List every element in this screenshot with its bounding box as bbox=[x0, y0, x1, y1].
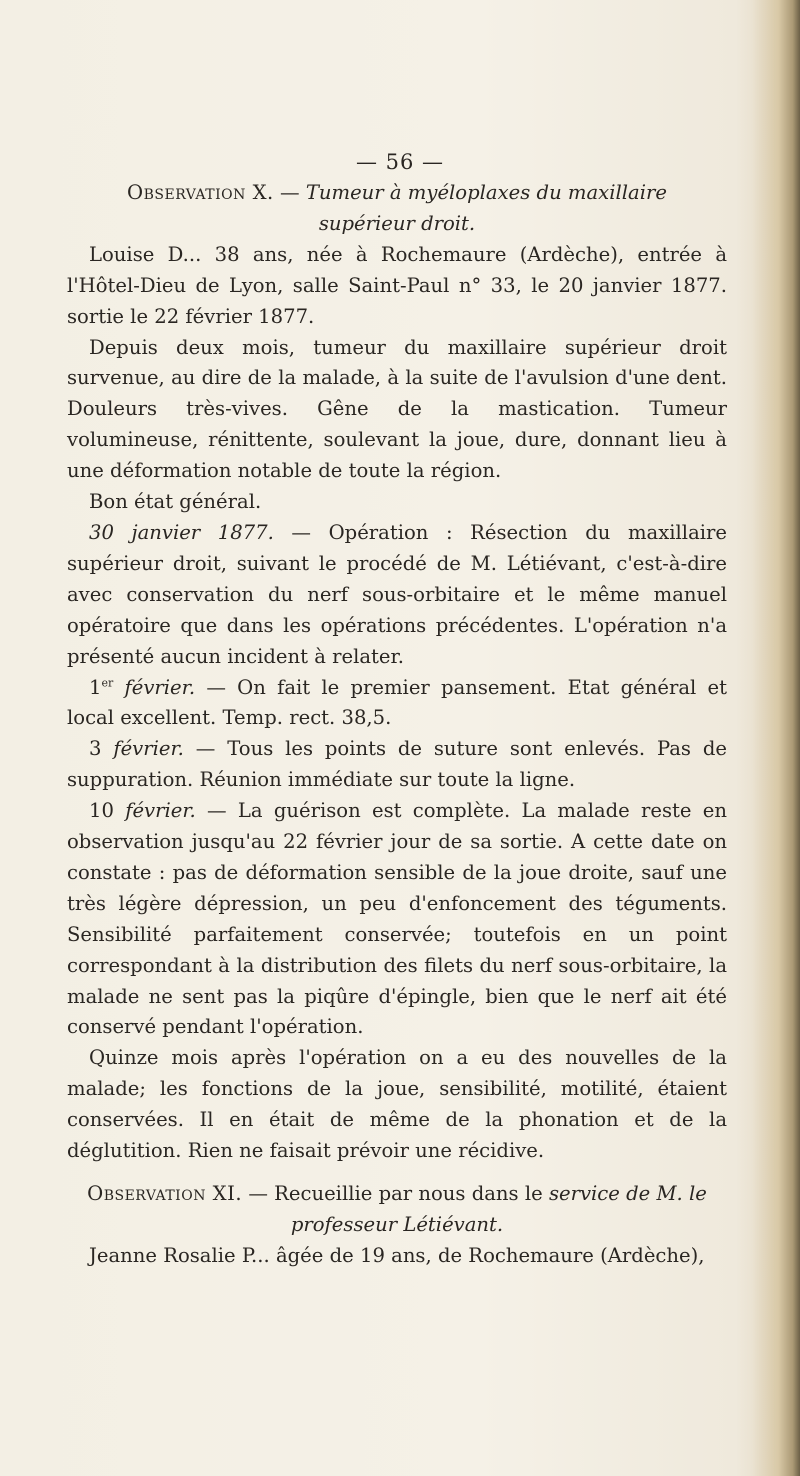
date-number: 10 bbox=[89, 799, 126, 823]
date-label: février. bbox=[125, 799, 196, 823]
observation-label: Observation XI. bbox=[87, 1182, 243, 1205]
page-number: — 56 — bbox=[355, 150, 445, 174]
observation-label: Observation X. bbox=[127, 181, 274, 204]
paragraph-sutures bbox=[67, 734, 727, 796]
date-label: février. bbox=[113, 737, 184, 761]
paragraph-first-dressing bbox=[67, 673, 727, 735]
observation-title: Tumeur à myéloplaxes du maxillaire bbox=[305, 181, 667, 204]
heading-dash: — bbox=[273, 181, 306, 204]
paragraph-healing bbox=[67, 796, 727, 1043]
date-superscript: er bbox=[101, 675, 114, 689]
heading-dash: — Recueillie par nous dans le bbox=[242, 1182, 549, 1205]
observation-11-heading bbox=[67, 1179, 727, 1241]
date-number: 3 bbox=[89, 737, 114, 761]
text-column bbox=[67, 178, 727, 1272]
paragraph-text: — Opération : Résection du maxillaire supérieur droit, suivant le procédé de M. Létiévant, c'est-à-dire avec conservation du nerf sous-orbitaire et le même manuel opératoire que dans les opérations précédentes. L'opération n'a présenté aucun incident à relater. bbox=[67, 520, 727, 668]
paragraph-text: — La guérison est complète. La malade reste en observation jusqu'au 22 février jour de sa sortie. A cette date on constate : pas de déformation sensible de la joue droite, sauf une très légère dépression, un peu d'enfoncement des téguments. Sensibilité parfaitement conservée; toutefois en un point correspondant à la distribution des filets du nerf sous-orbitaire, la malade ne sent pas la piqûre d'épingle, bien que le nerf ait été conservé pendant l'opération. bbox=[67, 799, 727, 1039]
paragraph-patient: Louise D... 38 ans, née à Rochemaure (Ardèche), entrée à l'Hôtel-Dieu de Lyon, salle Saint-Paul n° 33, le 20 janvier 1877. sortie le 22 février 1877. bbox=[67, 242, 727, 328]
observation-title-cont: supérieur droit. bbox=[318, 211, 476, 235]
paragraph-followup: Quinze mois après l'opération on a eu des nouvelles de la malade; les fonctions de la joue, sensibilité, motilité, étaient conservées. Il en était de même de la phonation et de la déglutition. Rien ne faisait prévoir une récidive. bbox=[67, 1046, 727, 1163]
date-label: 30 janvier 1877. bbox=[89, 520, 274, 544]
observation-10-heading bbox=[67, 178, 727, 240]
date-label: février. bbox=[113, 675, 196, 699]
page-edge-shadow bbox=[752, 0, 800, 1476]
observation-title-cont: professeur Létiévant. bbox=[290, 1212, 504, 1236]
date-number: 1 bbox=[89, 675, 102, 699]
paragraph-text: — Tous les points de suture sont enlevés. Pas de suppuration. Réunion immédiate sur toute la ligne. bbox=[67, 737, 727, 792]
paragraph-operation bbox=[67, 518, 727, 673]
paragraph-patient-2: Jeanne Rosalie P... âgée de 19 ans, de Rochemaure (Ardèche), bbox=[89, 1243, 705, 1267]
observation-title: service de M. le bbox=[548, 1182, 707, 1205]
paragraph-history: Depuis deux mois, tumeur du maxillaire supérieur droit survenue, au dire de la malade, à la suite de l'avulsion d'une dent. Douleurs très-vives. Gêne de la mastication. Tumeur volumineuse, rénittente, soulevant la joue, dure, donnant lieu à une déformation notable de toute la région. bbox=[67, 335, 727, 483]
paragraph-text: — On fait le premier pansement. Etat général et local excellent. Temp. rect. 38,5. bbox=[67, 675, 727, 730]
paragraph-general-state: Bon état général. bbox=[89, 490, 262, 514]
